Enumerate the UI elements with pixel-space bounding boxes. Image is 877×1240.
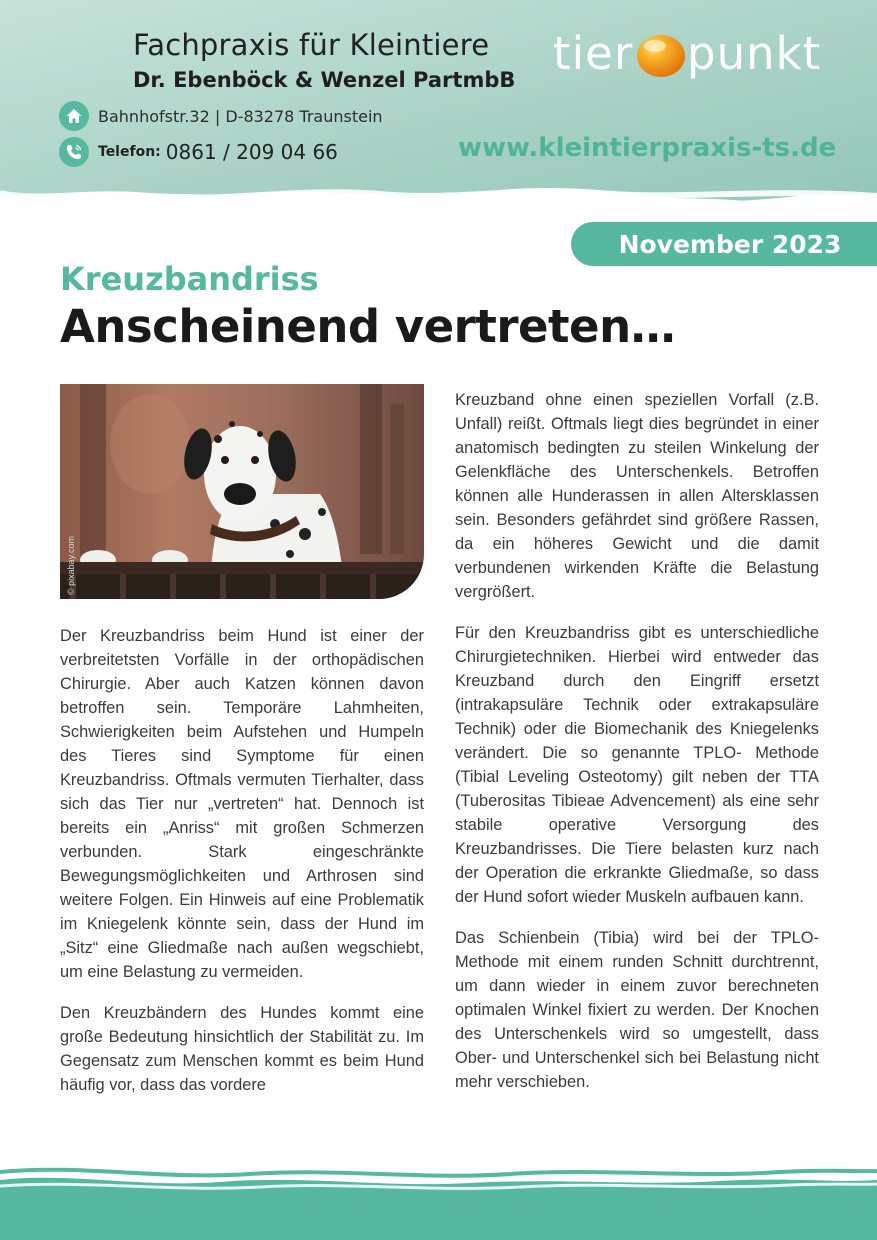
article-column-left xyxy=(60,624,424,1114)
address-text: Bahnhofstr.32 | D-83278 Traunstein xyxy=(98,106,383,126)
issue-date-badge: November 2023 xyxy=(571,222,877,266)
dalmatian-photo xyxy=(60,384,424,599)
tierpunkt-logo[interactable] xyxy=(553,26,828,86)
address-row xyxy=(59,100,383,132)
website-link[interactable]: www.kleintierpraxis-ts.de xyxy=(458,133,837,163)
logo-ball-icon xyxy=(631,30,691,80)
logo-text-left: tier xyxy=(553,27,634,80)
phone-row[interactable] xyxy=(59,136,338,168)
article-headline: Anscheinend vertreten… xyxy=(60,300,676,353)
paragraph: Kreuzband ohne einen speziellen Vorfall (z.B. Unfall) reißt. Oftmals liegt dies begründet in einer anatomisch bedingten zu steilen Winkelung der Gelenkfläche des Unterschenkels. Betroffen können alle Hunderassen in allen Altersklassen sein. Besonders gefährdet sind größere Rassen, da ein höheres Gewicht und die damit verbundenen wirkenden Kräfte die Belastung vergrößert. xyxy=(455,391,819,601)
article-column-right xyxy=(455,388,819,1111)
home-icon xyxy=(59,101,89,131)
paragraph: Für den Kreuzbandriss gibt es unterschiedliche Chirurgietechniken. Hierbei wird entweder das Kreuzband durch den Eingriff ersetzt (intrakapsuläre Technik oder extrakapsuläre Technik) oder die Biomechanik des Kniegelenks verändert. Die so genannte TPLO- Methode (Tibial Leveling Osteotomy) gilt neben der TTA (Tuberositas Tibieae Advencement) als eine sehr stabile operative Versorgung des Kreuzbandrisses. Die Tiere belasten kurz nach der Operation die erkrankte Gliedmaße, so dass der Hund sofort wieder Muskeln aufbauen kann. xyxy=(455,624,819,906)
article-kicker: Kreuzbandriss xyxy=(60,260,319,298)
photo-credit: © pixabay.com xyxy=(66,536,76,595)
phone-label: Telefon: xyxy=(98,144,161,160)
practice-name: Fachpraxis für Kleintiere xyxy=(133,28,490,62)
paragraph: Den Kreuzbändern des Hundes kommt eine große Bedeutung hinsichtlich der Stabilität zu. Im Gegensatz zum Menschen kommt es beim Hund häufig vor, dass das vordere xyxy=(60,1004,424,1094)
phone-icon xyxy=(59,137,89,167)
logo-text-right: punkt xyxy=(687,27,822,80)
paragraph: Das Schienbein (Tibia) wird bei der TPLO-Methode mit einem runden Schnitt durchtrennt, um dann wieder in einem zuvor berechneten optimalen Winkel fixiert zu werden. Der Knochen des Unterschenkels wird so umgestellt, dass Ober- und Unterschenkel sich bei Belastung nicht mehr verschieben. xyxy=(455,929,819,1091)
paragraph: Der Kreuzbandriss beim Hund ist einer der verbreitetsten Vorfälle in der orthopädischen Chirurgie. Aber auch Katzen können davon betroffen sein. Temporäre Lahmheiten, Schwierigkeiten beim Aufstehen und Humpeln des Tieres sind Symptome für einen Kreuzbandriss. Oftmals vermuten Tierhalter, dass sich das Tier nur „vertreten“ hat. Dennoch ist bereits ein „Anriss“ mit großen Schmerzen verbunden. Stark eingeschränkte Bewegungsmöglichkeiten und Arthrosen sind weitere Folgen. Ein Hinweis auf eine Problematik im Kniegelenk könnte sein, dass der Hund im „Sitz“ eine Gliedmaße nach außen wegschiebt, um eine Belastung zu vermeiden. xyxy=(60,627,424,981)
footer-background xyxy=(0,1150,877,1240)
practice-owner: Dr. Ebenböck & Wenzel PartmbB xyxy=(133,68,516,92)
phone-number[interactable]: 0861 / 209 04 66 xyxy=(165,140,338,164)
